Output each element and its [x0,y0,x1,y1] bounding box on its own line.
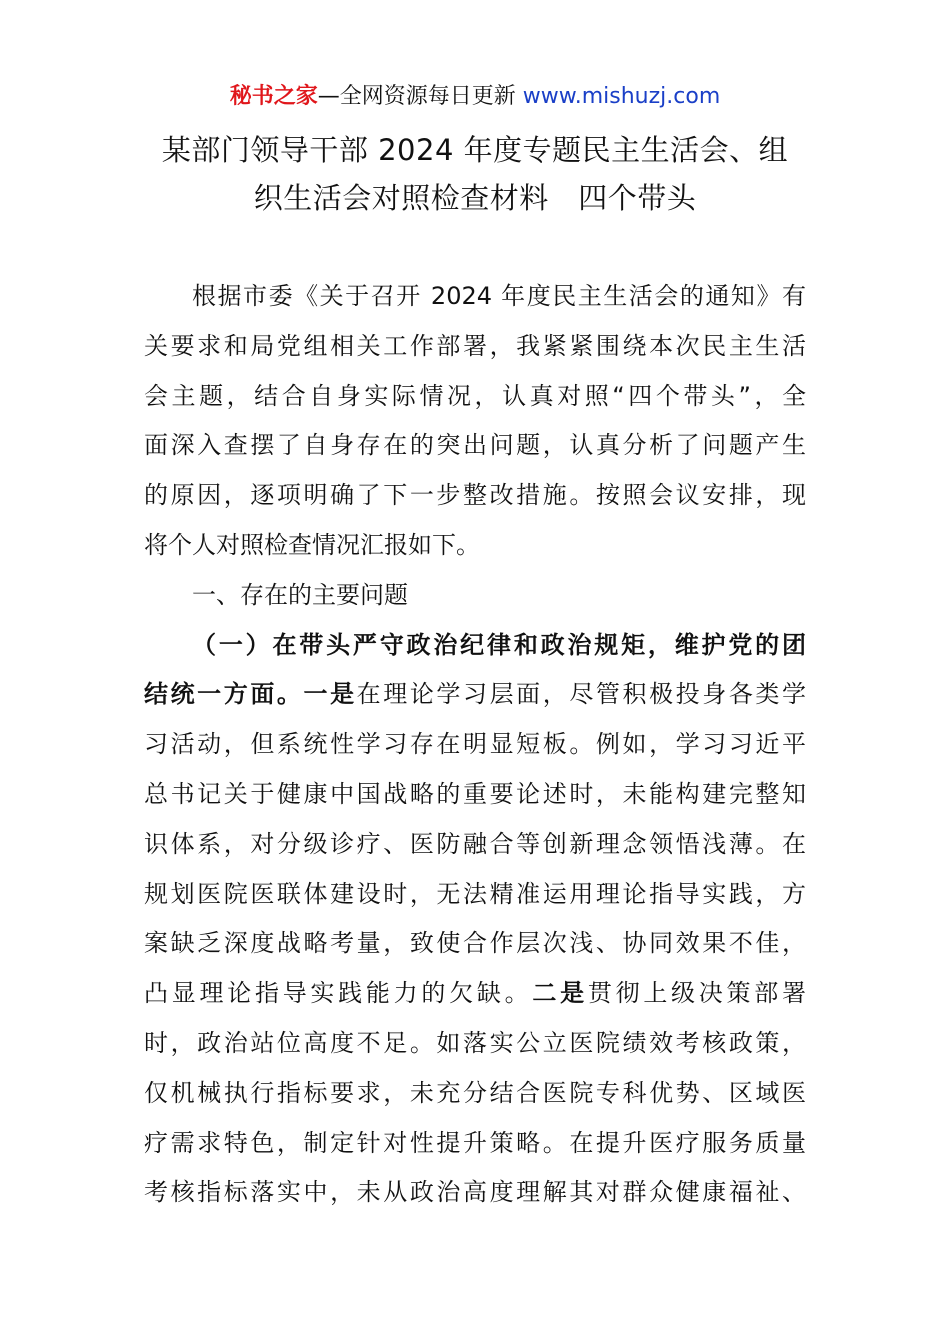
item-1-line-text: 在理论学习层面，尽管积极投身各类学 [356,680,807,709]
intro-line: 会主题，结合自身实际情况，认真对照“四个带头”，全 [144,381,806,410]
item-1-line-text: 贯彻上级决策部署 [587,979,807,1008]
intro-line: 根据市委《关于召开 2024 年度民主生活会的通知》有 [192,282,806,310]
item-1-line: 考核指标落实中，未从政治高度理解其对群众健康福祉、 [144,1178,806,1207]
intro-line: 面深入查摆了自身存在的突出问题，认真分析了问题产生 [144,431,806,460]
item-1-line: 总书记关于健康中国战略的重要论述时，未能构建完整知 [144,779,806,808]
item-1-line: 仅机械执行指标要求，未充分结合医院专科优势、区域医 [144,1078,806,1107]
item-1-heading-end: 结统一方面。 [144,680,304,709]
document-body [144,272,806,1218]
item-1-line: 习活动，但系统性学习存在明显短板。例如，学习习近平 [144,730,806,759]
item-1-heading-line: （一）在带头严守政治纪律和政治规矩，维护党的团 [192,630,806,659]
watermark-brand: 秘书之家 [229,84,318,109]
item-1-line [144,670,806,720]
title-line-1: 某部门领导干部 2024 年度专题民主生活会、组 [161,133,789,167]
item-1-line: 规划医院医联体建设时，无法精准运用理论指导实践，方 [144,879,806,908]
point-2-label: 二是 [532,979,588,1008]
point-1-label: 一是 [303,680,357,709]
item-1-line [144,969,806,1019]
item-1-paragraph [144,621,806,1219]
watermark-header [0,82,950,112]
item-1-line: 识体系，对分级诊疗、医防融合等创新理念领悟浅薄。在 [144,829,806,858]
item-1-line-text: 凸显理论指导实践能力的欠缺。 [144,979,533,1008]
intro-line: 的原因，逐项明确了下一步整改措施。按照会议安排，现 [144,481,806,510]
section-heading-text: 一、存在的主要问题 [192,580,408,609]
item-1-line: 案缺乏深度战略考量，致使合作层次浅、协同效果不佳， [144,929,806,958]
section-heading-1 [144,571,806,621]
watermark-tagline: —全网资源每日更新 [317,84,523,109]
watermark-url[interactable]: www.mishuzj.com [522,84,721,109]
item-1-line: 疗需求特色，制定针对性提升策略。在提升医疗服务质量 [144,1128,806,1157]
title-line-2: 织生活会对照检查材料 四个带头 [253,181,697,215]
intro-line: 将个人对照检查情况汇报如下。 [144,530,480,559]
document-title [120,126,830,222]
item-1-line: 时，政治站位高度不足。如落实公立医院绩效考核政策， [144,1028,806,1057]
intro-paragraph [144,272,806,571]
intro-line: 关要求和局党组相关工作部署，我紧紧围绕本次民主生活 [144,331,806,360]
